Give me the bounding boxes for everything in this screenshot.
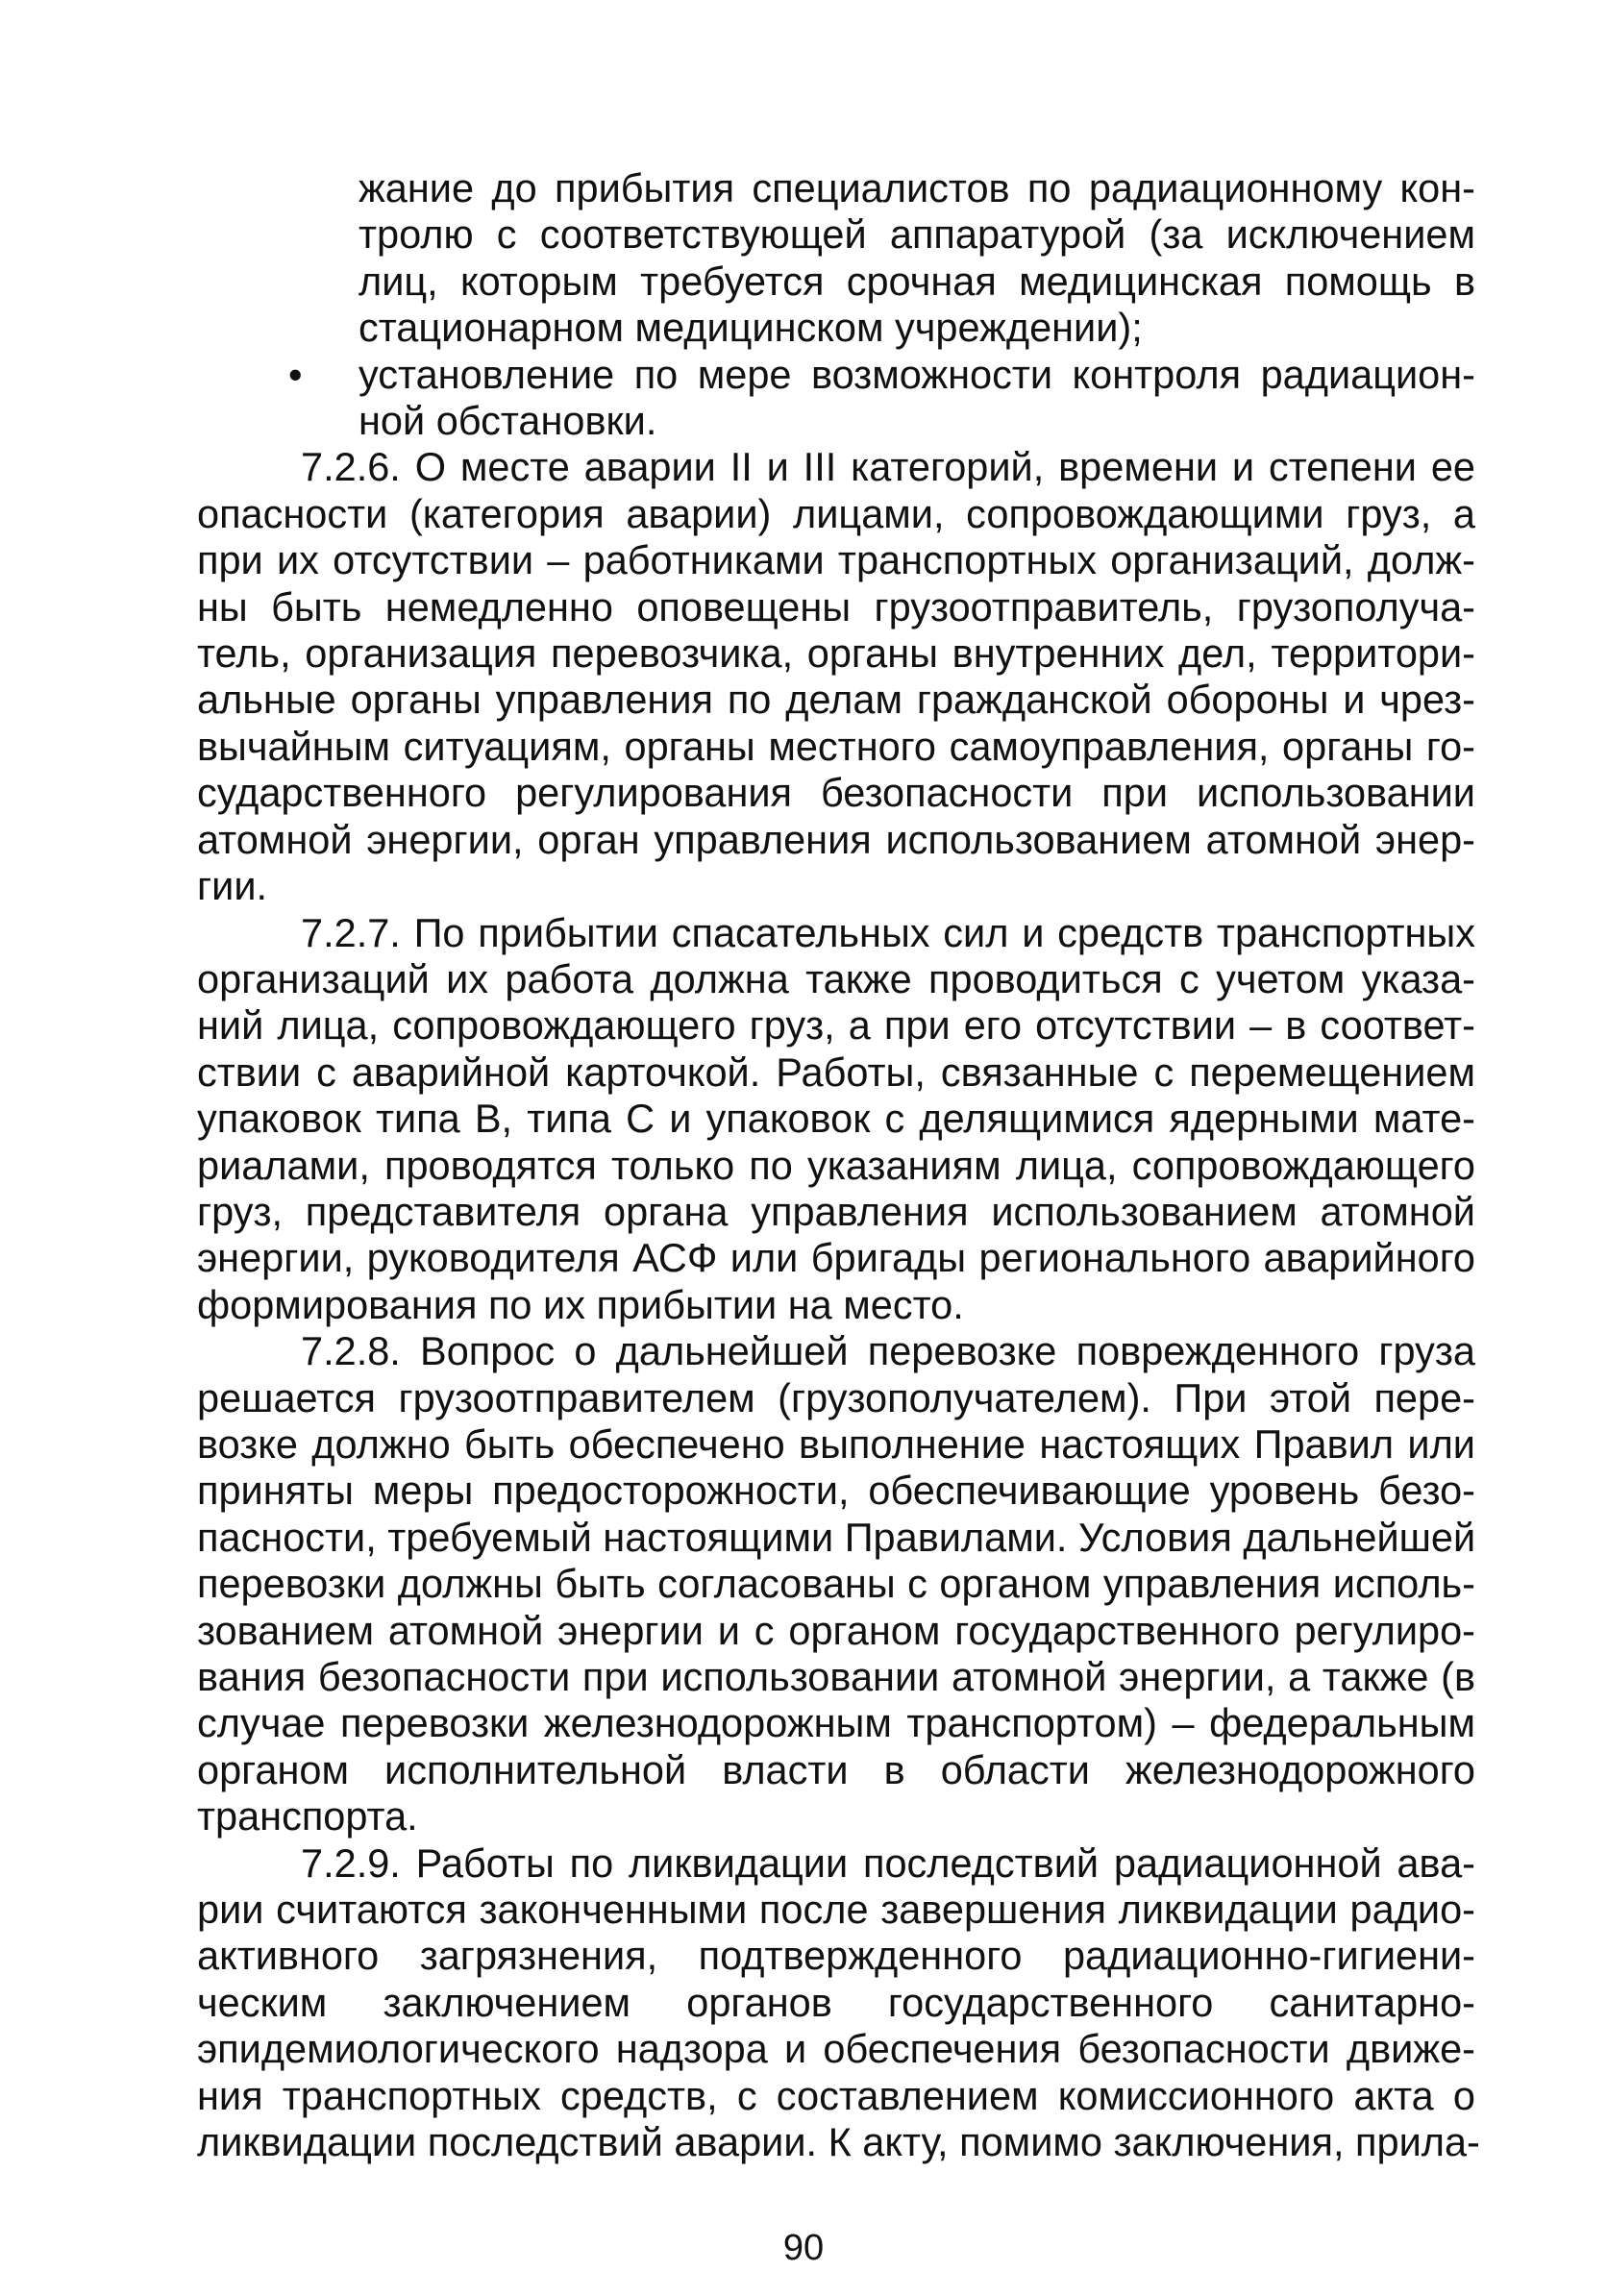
text-line: груз, представителя органа управления использованием атомной (197, 1188, 1475, 1234)
text-line: тель, организация перевозчика, органы внутренних дел, территори- (197, 630, 1475, 677)
paragraph-7-2-6 (197, 444, 1475, 909)
text-line: сударственного регулирования безопасности при использовании (197, 770, 1475, 816)
text-line: ны быть немедленно оповещены грузоотправитель, грузополуча- (197, 583, 1475, 630)
text-line: органом исполнительной власти в области железнодорожного (197, 1746, 1475, 1792)
text-line: жание до прибытия специалистов по радиационному кон- (358, 165, 1475, 210)
text-line: эпидемиологического надзора и обеспечения безопасности движе- (197, 2026, 1475, 2072)
text-line: формирования по их прибытии на место. (197, 1281, 964, 1327)
text-line: зованием атомной энергии и с органом государственного регулиро- (197, 1607, 1475, 1653)
bullet-marker: • (288, 351, 303, 397)
page-text (197, 165, 1480, 2165)
text-line (288, 352, 1475, 398)
text-line: гии. (197, 863, 268, 909)
text-line: упаковок типа В, типа С и упаковок с делящимися ядерными мате- (197, 1096, 1475, 1142)
text-line: альные органы управления по делам гражданской обороны и чрез- (197, 677, 1475, 723)
page-number: 90 (782, 2228, 825, 2268)
text-line: перевозки должны быть согласованы с органом управления исполь- (197, 1561, 1475, 1607)
text-line: случае перевозки железнодорожным транспортом) – федеральным (197, 1700, 1475, 1746)
text-line: 7.2.7. По прибытии спасательных сил и средств транспортных (301, 909, 1475, 955)
paragraph-7-2-7 (197, 910, 1475, 1329)
text-line: рии считаются законченными после завершения ликвидации радио- (197, 1887, 1475, 1933)
text-line: 7.2.9. Работы по ликвидации последствий радиационной ава- (301, 1839, 1475, 1886)
text-line: пасности, требуемый настоящими Правилами. Условия дальнейшей (197, 1514, 1476, 1560)
text-line: возке должно быть обеспечено выполнение настоящих Правил или (197, 1420, 1475, 1467)
text-line: приняты меры предосторожности, обеспечивающие уровень безо- (197, 1468, 1475, 1514)
paragraph-7-2-9 (197, 1839, 1480, 2166)
paragraph-7-2-8 (197, 1328, 1475, 1839)
bullet-text: установление по мере возможности контроля радиацион- (358, 351, 1475, 397)
text-line: риалами, проводятся только по указаниям лица, сопровождающего (197, 1142, 1475, 1188)
text-line: ствии с аварийной карточкой. Работы, связанные с перемещением (197, 1049, 1475, 1095)
text-line: ной обстановки. (358, 398, 657, 444)
text-line: транспорта. (197, 1793, 418, 1839)
text-line: вания безопасности при использовании атомной энергии, а также (в (197, 1654, 1475, 1699)
list-continuation (197, 165, 1475, 352)
text-line: при их отсутствии – работниками транспортных организаций, долж- (197, 537, 1475, 583)
bullet-item (197, 352, 1475, 445)
text-line: активного загрязнения, подтвержденного радиационно-гигиени- (197, 1933, 1475, 1979)
text-line: вычайным ситуациям, органы местного самоуправления, органы го- (197, 723, 1475, 769)
text-line: решается грузоотправителем (грузополучателем). При этой пере- (197, 1374, 1475, 1420)
text-line: энергии, руководителя АСФ или бригады регионального аварийного (197, 1235, 1475, 1281)
text-line: опасности (категория аварии) лицами, сопровождающими груз, а (197, 490, 1475, 536)
text-line: тролю с соответствующей аппаратурой (за исключением (358, 211, 1475, 258)
text-line: атомной энергии, орган управления использованием атомной энер- (197, 816, 1475, 862)
text-line: ликвидации последствий аварии. К акту, помимо заключения, прила- (197, 2119, 1480, 2165)
text-line: ния транспортных средств, с составлением комиссионного акта о (197, 2072, 1475, 2118)
text-line: стационарном медицинском учреждении); (358, 305, 1143, 351)
text-line: ческим заключением органов государственного санитарно- (197, 1979, 1475, 2025)
text-line: 7.2.6. О месте аварии II и III категорий, времени и степени ее (301, 444, 1475, 490)
text-line: организаций их работа должна также проводиться с учетом указа- (197, 955, 1475, 1001)
text-line: 7.2.8. Вопрос о дальнейшей перевозке поврежденного груза (301, 1328, 1475, 1374)
text-line: ний лица, сопровождающего груз, а при его отсутствии – в соответ- (197, 1002, 1475, 1049)
text-line: лиц, которым требуется срочная медицинская помощь в (358, 258, 1475, 304)
